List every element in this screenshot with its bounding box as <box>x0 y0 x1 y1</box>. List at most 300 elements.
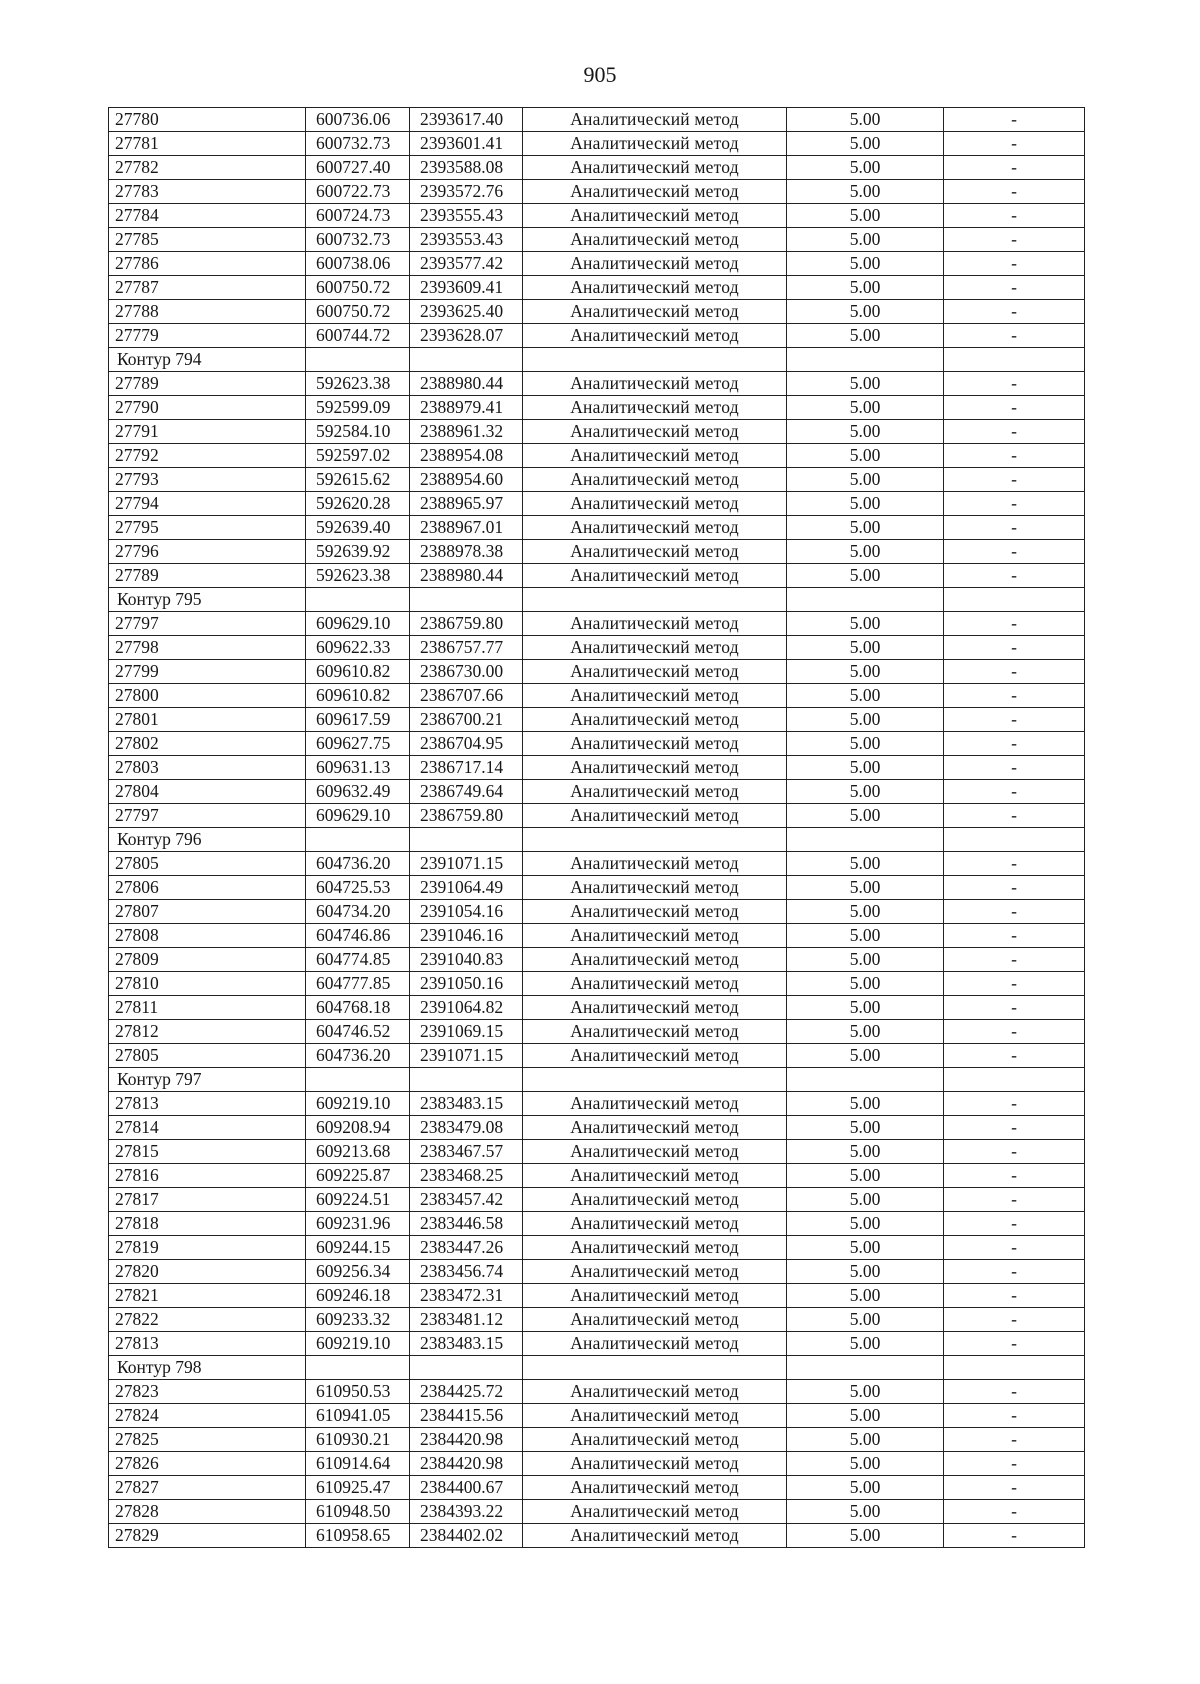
table-row <box>109 660 1085 684</box>
empty-cell <box>787 1068 944 1092</box>
table-row <box>109 1380 1085 1404</box>
accuracy-cell: 5.00 <box>787 1188 944 1212</box>
contour-header-row <box>109 348 1085 372</box>
table-row <box>109 684 1085 708</box>
contour-header-row <box>109 1356 1085 1380</box>
table-row <box>109 924 1085 948</box>
method-cell: Аналитический метод <box>523 924 787 948</box>
accuracy-cell: 5.00 <box>787 540 944 564</box>
accuracy-cell: 5.00 <box>787 636 944 660</box>
method-cell: Аналитический метод <box>523 1500 787 1524</box>
empty-cell <box>410 588 523 612</box>
point-id-cell: 27813 <box>109 1332 306 1356</box>
point-id-cell: 27787 <box>109 276 306 300</box>
empty-cell <box>410 1356 523 1380</box>
point-id-cell: 27826 <box>109 1452 306 1476</box>
x-coordinate-cell: 592615.62 <box>306 468 410 492</box>
y-coordinate-cell: 2384415.56 <box>410 1404 523 1428</box>
table-row <box>109 900 1085 924</box>
note-cell: - <box>944 276 1085 300</box>
table-row <box>109 876 1085 900</box>
x-coordinate-cell: 592599.09 <box>306 396 410 420</box>
method-cell: Аналитический метод <box>523 852 787 876</box>
y-coordinate-cell: 2393577.42 <box>410 252 523 276</box>
table-row <box>109 1428 1085 1452</box>
x-coordinate-cell: 609225.87 <box>306 1164 410 1188</box>
note-cell: - <box>944 1380 1085 1404</box>
y-coordinate-cell: 2383479.08 <box>410 1116 523 1140</box>
method-cell: Аналитический метод <box>523 276 787 300</box>
accuracy-cell: 5.00 <box>787 180 944 204</box>
y-coordinate-cell: 2388967.01 <box>410 516 523 540</box>
point-id-cell: 27820 <box>109 1260 306 1284</box>
accuracy-cell: 5.00 <box>787 972 944 996</box>
note-cell: - <box>944 492 1085 516</box>
point-id-cell: 27816 <box>109 1164 306 1188</box>
table-row <box>109 636 1085 660</box>
x-coordinate-cell: 604774.85 <box>306 948 410 972</box>
x-coordinate-cell: 604746.86 <box>306 924 410 948</box>
x-coordinate-cell: 604736.20 <box>306 852 410 876</box>
empty-cell <box>523 588 787 612</box>
point-id-cell: 27819 <box>109 1236 306 1260</box>
y-coordinate-cell: 2386757.77 <box>410 636 523 660</box>
accuracy-cell: 5.00 <box>787 396 944 420</box>
table-row <box>109 612 1085 636</box>
note-cell: - <box>944 372 1085 396</box>
y-coordinate-cell: 2393588.08 <box>410 156 523 180</box>
x-coordinate-cell: 592620.28 <box>306 492 410 516</box>
x-coordinate-cell: 610941.05 <box>306 1404 410 1428</box>
contour-header-row <box>109 828 1085 852</box>
point-id-cell: 27822 <box>109 1308 306 1332</box>
x-coordinate-cell: 604734.20 <box>306 900 410 924</box>
accuracy-cell: 5.00 <box>787 276 944 300</box>
table-row <box>109 1020 1085 1044</box>
table-row <box>109 780 1085 804</box>
note-cell: - <box>944 300 1085 324</box>
point-id-cell: 27823 <box>109 1380 306 1404</box>
y-coordinate-cell: 2386700.21 <box>410 708 523 732</box>
method-cell: Аналитический метод <box>523 396 787 420</box>
note-cell: - <box>944 1092 1085 1116</box>
table-row <box>109 564 1085 588</box>
x-coordinate-cell: 610950.53 <box>306 1380 410 1404</box>
table-row <box>109 732 1085 756</box>
point-id-cell: 27786 <box>109 252 306 276</box>
table-row <box>109 1092 1085 1116</box>
table-row <box>109 804 1085 828</box>
point-id-cell: 27779 <box>109 324 306 348</box>
method-cell: Аналитический метод <box>523 1212 787 1236</box>
empty-cell <box>410 1068 523 1092</box>
accuracy-cell: 5.00 <box>787 948 944 972</box>
point-id-cell: 27801 <box>109 708 306 732</box>
note-cell: - <box>944 468 1085 492</box>
note-cell: - <box>944 1524 1085 1548</box>
method-cell: Аналитический метод <box>523 324 787 348</box>
note-cell: - <box>944 1236 1085 1260</box>
y-coordinate-cell: 2384400.67 <box>410 1476 523 1500</box>
table-row <box>109 1500 1085 1524</box>
table-row <box>109 396 1085 420</box>
x-coordinate-cell: 592623.38 <box>306 564 410 588</box>
method-cell: Аналитический метод <box>523 132 787 156</box>
method-cell: Аналитический метод <box>523 108 787 132</box>
note-cell: - <box>944 1140 1085 1164</box>
x-coordinate-cell: 609256.34 <box>306 1260 410 1284</box>
accuracy-cell: 5.00 <box>787 996 944 1020</box>
y-coordinate-cell: 2388961.32 <box>410 420 523 444</box>
point-id-cell: 27791 <box>109 420 306 444</box>
method-cell: Аналитический метод <box>523 1380 787 1404</box>
point-id-cell: 27807 <box>109 900 306 924</box>
x-coordinate-cell: 600744.72 <box>306 324 410 348</box>
point-id-cell: 27781 <box>109 132 306 156</box>
x-coordinate-cell: 609610.82 <box>306 684 410 708</box>
method-cell: Аналитический метод <box>523 564 787 588</box>
y-coordinate-cell: 2391071.15 <box>410 852 523 876</box>
method-cell: Аналитический метод <box>523 1284 787 1308</box>
contour-label: Контур 796 <box>109 828 306 852</box>
method-cell: Аналитический метод <box>523 900 787 924</box>
y-coordinate-cell: 2384420.98 <box>410 1428 523 1452</box>
y-coordinate-cell: 2393617.40 <box>410 108 523 132</box>
y-coordinate-cell: 2388980.44 <box>410 372 523 396</box>
y-coordinate-cell: 2391040.83 <box>410 948 523 972</box>
table-row <box>109 1308 1085 1332</box>
method-cell: Аналитический метод <box>523 204 787 228</box>
method-cell: Аналитический метод <box>523 300 787 324</box>
empty-cell <box>787 1356 944 1380</box>
x-coordinate-cell: 610914.64 <box>306 1452 410 1476</box>
point-id-cell: 27813 <box>109 1092 306 1116</box>
y-coordinate-cell: 2388965.97 <box>410 492 523 516</box>
table-row <box>109 252 1085 276</box>
y-coordinate-cell: 2383456.74 <box>410 1260 523 1284</box>
x-coordinate-cell: 600738.06 <box>306 252 410 276</box>
note-cell: - <box>944 660 1085 684</box>
y-coordinate-cell: 2393628.07 <box>410 324 523 348</box>
method-cell: Аналитический метод <box>523 612 787 636</box>
x-coordinate-cell: 592623.38 <box>306 372 410 396</box>
method-cell: Аналитический метод <box>523 1524 787 1548</box>
accuracy-cell: 5.00 <box>787 1308 944 1332</box>
note-cell: - <box>944 756 1085 780</box>
note-cell: - <box>944 324 1085 348</box>
method-cell: Аналитический метод <box>523 1476 787 1500</box>
method-cell: Аналитический метод <box>523 1404 787 1428</box>
x-coordinate-cell: 609208.94 <box>306 1116 410 1140</box>
point-id-cell: 27817 <box>109 1188 306 1212</box>
contour-header-row <box>109 1068 1085 1092</box>
point-id-cell: 27797 <box>109 804 306 828</box>
x-coordinate-cell: 609224.51 <box>306 1188 410 1212</box>
empty-cell <box>306 828 410 852</box>
accuracy-cell: 5.00 <box>787 1020 944 1044</box>
accuracy-cell: 5.00 <box>787 612 944 636</box>
method-cell: Аналитический метод <box>523 1140 787 1164</box>
accuracy-cell: 5.00 <box>787 924 944 948</box>
y-coordinate-cell: 2393609.41 <box>410 276 523 300</box>
accuracy-cell: 5.00 <box>787 1524 944 1548</box>
note-cell: - <box>944 708 1085 732</box>
x-coordinate-cell: 604777.85 <box>306 972 410 996</box>
table-body <box>109 108 1085 1548</box>
y-coordinate-cell: 2386759.80 <box>410 612 523 636</box>
method-cell: Аналитический метод <box>523 1332 787 1356</box>
note-cell: - <box>944 564 1085 588</box>
x-coordinate-cell: 609219.10 <box>306 1092 410 1116</box>
table-row <box>109 972 1085 996</box>
method-cell: Аналитический метод <box>523 1260 787 1284</box>
y-coordinate-cell: 2391069.15 <box>410 1020 523 1044</box>
accuracy-cell: 5.00 <box>787 420 944 444</box>
table-row <box>109 492 1085 516</box>
method-cell: Аналитический метод <box>523 1164 787 1188</box>
accuracy-cell: 5.00 <box>787 468 944 492</box>
empty-cell <box>306 348 410 372</box>
y-coordinate-cell: 2393625.40 <box>410 300 523 324</box>
x-coordinate-cell: 609631.13 <box>306 756 410 780</box>
point-id-cell: 27790 <box>109 396 306 420</box>
point-id-cell: 27814 <box>109 1116 306 1140</box>
y-coordinate-cell: 2383446.58 <box>410 1212 523 1236</box>
accuracy-cell: 5.00 <box>787 1380 944 1404</box>
point-id-cell: 27792 <box>109 444 306 468</box>
method-cell: Аналитический метод <box>523 1020 787 1044</box>
x-coordinate-cell: 592584.10 <box>306 420 410 444</box>
empty-cell <box>787 588 944 612</box>
note-cell: - <box>944 972 1085 996</box>
x-coordinate-cell: 600727.40 <box>306 156 410 180</box>
x-coordinate-cell: 610958.65 <box>306 1524 410 1548</box>
note-cell: - <box>944 252 1085 276</box>
x-coordinate-cell: 600722.73 <box>306 180 410 204</box>
point-id-cell: 27815 <box>109 1140 306 1164</box>
y-coordinate-cell: 2388980.44 <box>410 564 523 588</box>
method-cell: Аналитический метод <box>523 1308 787 1332</box>
note-cell: - <box>944 876 1085 900</box>
point-id-cell: 27825 <box>109 1428 306 1452</box>
y-coordinate-cell: 2391071.15 <box>410 1044 523 1068</box>
accuracy-cell: 5.00 <box>787 1260 944 1284</box>
method-cell: Аналитический метод <box>523 948 787 972</box>
point-id-cell: 27803 <box>109 756 306 780</box>
method-cell: Аналитический метод <box>523 804 787 828</box>
note-cell: - <box>944 1452 1085 1476</box>
note-cell: - <box>944 1284 1085 1308</box>
point-id-cell: 27793 <box>109 468 306 492</box>
table-row <box>109 1284 1085 1308</box>
table-row <box>109 756 1085 780</box>
table-row <box>109 444 1085 468</box>
x-coordinate-cell: 600724.73 <box>306 204 410 228</box>
y-coordinate-cell: 2388978.38 <box>410 540 523 564</box>
table-row <box>109 1116 1085 1140</box>
table-row <box>109 1140 1085 1164</box>
method-cell: Аналитический метод <box>523 516 787 540</box>
x-coordinate-cell: 609629.10 <box>306 804 410 828</box>
y-coordinate-cell: 2384393.22 <box>410 1500 523 1524</box>
point-id-cell: 27780 <box>109 108 306 132</box>
y-coordinate-cell: 2393572.76 <box>410 180 523 204</box>
point-id-cell: 27799 <box>109 660 306 684</box>
table-row <box>109 1188 1085 1212</box>
point-id-cell: 27808 <box>109 924 306 948</box>
point-id-cell: 27797 <box>109 612 306 636</box>
note-cell: - <box>944 204 1085 228</box>
accuracy-cell: 5.00 <box>787 108 944 132</box>
empty-cell <box>306 1068 410 1092</box>
accuracy-cell: 5.00 <box>787 300 944 324</box>
note-cell: - <box>944 180 1085 204</box>
point-id-cell: 27785 <box>109 228 306 252</box>
table-row <box>109 1236 1085 1260</box>
empty-cell <box>306 1356 410 1380</box>
point-id-cell: 27829 <box>109 1524 306 1548</box>
point-id-cell: 27811 <box>109 996 306 1020</box>
point-id-cell: 27812 <box>109 1020 306 1044</box>
contour-label: Контур 795 <box>109 588 306 612</box>
method-cell: Аналитический метод <box>523 660 787 684</box>
method-cell: Аналитический метод <box>523 876 787 900</box>
point-id-cell: 27824 <box>109 1404 306 1428</box>
accuracy-cell: 5.00 <box>787 324 944 348</box>
point-id-cell: 27783 <box>109 180 306 204</box>
accuracy-cell: 5.00 <box>787 156 944 180</box>
method-cell: Аналитический метод <box>523 1452 787 1476</box>
contour-label: Контур 794 <box>109 348 306 372</box>
note-cell: - <box>944 108 1085 132</box>
point-id-cell: 27784 <box>109 204 306 228</box>
method-cell: Аналитический метод <box>523 972 787 996</box>
point-id-cell: 27821 <box>109 1284 306 1308</box>
y-coordinate-cell: 2391054.16 <box>410 900 523 924</box>
x-coordinate-cell: 604768.18 <box>306 996 410 1020</box>
method-cell: Аналитический метод <box>523 1044 787 1068</box>
accuracy-cell: 5.00 <box>787 372 944 396</box>
table-row <box>109 1404 1085 1428</box>
y-coordinate-cell: 2388954.60 <box>410 468 523 492</box>
table-row <box>109 324 1085 348</box>
note-cell: - <box>944 1500 1085 1524</box>
x-coordinate-cell: 600732.73 <box>306 132 410 156</box>
note-cell: - <box>944 1428 1085 1452</box>
table-row <box>109 180 1085 204</box>
table-row <box>109 228 1085 252</box>
x-coordinate-cell: 609213.68 <box>306 1140 410 1164</box>
y-coordinate-cell: 2383467.57 <box>410 1140 523 1164</box>
x-coordinate-cell: 592639.40 <box>306 516 410 540</box>
x-coordinate-cell: 609231.96 <box>306 1212 410 1236</box>
y-coordinate-cell: 2384425.72 <box>410 1380 523 1404</box>
method-cell: Аналитический метод <box>523 228 787 252</box>
note-cell: - <box>944 780 1085 804</box>
method-cell: Аналитический метод <box>523 996 787 1020</box>
x-coordinate-cell: 609617.59 <box>306 708 410 732</box>
accuracy-cell: 5.00 <box>787 1116 944 1140</box>
y-coordinate-cell: 2393601.41 <box>410 132 523 156</box>
point-id-cell: 27796 <box>109 540 306 564</box>
table-row <box>109 948 1085 972</box>
note-cell: - <box>944 1044 1085 1068</box>
accuracy-cell: 5.00 <box>787 780 944 804</box>
y-coordinate-cell: 2391050.16 <box>410 972 523 996</box>
x-coordinate-cell: 600750.72 <box>306 276 410 300</box>
accuracy-cell: 5.00 <box>787 1140 944 1164</box>
x-coordinate-cell: 609627.75 <box>306 732 410 756</box>
note-cell: - <box>944 1212 1085 1236</box>
method-cell: Аналитический метод <box>523 708 787 732</box>
note-cell: - <box>944 1260 1085 1284</box>
empty-cell <box>944 1068 1085 1092</box>
accuracy-cell: 5.00 <box>787 564 944 588</box>
y-coordinate-cell: 2393555.43 <box>410 204 523 228</box>
table-row <box>109 276 1085 300</box>
x-coordinate-cell: 609622.33 <box>306 636 410 660</box>
method-cell: Аналитический метод <box>523 444 787 468</box>
x-coordinate-cell: 600732.73 <box>306 228 410 252</box>
accuracy-cell: 5.00 <box>787 708 944 732</box>
accuracy-cell: 5.00 <box>787 252 944 276</box>
method-cell: Аналитический метод <box>523 636 787 660</box>
accuracy-cell: 5.00 <box>787 1428 944 1452</box>
note-cell: - <box>944 684 1085 708</box>
y-coordinate-cell: 2386704.95 <box>410 732 523 756</box>
method-cell: Аналитический метод <box>523 492 787 516</box>
note-cell: - <box>944 420 1085 444</box>
note-cell: - <box>944 540 1085 564</box>
x-coordinate-cell: 610925.47 <box>306 1476 410 1500</box>
contour-header-row <box>109 588 1085 612</box>
table-row <box>109 1332 1085 1356</box>
table-row <box>109 1452 1085 1476</box>
contour-label: Контур 797 <box>109 1068 306 1092</box>
point-id-cell: 27789 <box>109 372 306 396</box>
accuracy-cell: 5.00 <box>787 1236 944 1260</box>
y-coordinate-cell: 2386707.66 <box>410 684 523 708</box>
accuracy-cell: 5.00 <box>787 732 944 756</box>
accuracy-cell: 5.00 <box>787 876 944 900</box>
empty-cell <box>523 1068 787 1092</box>
method-cell: Аналитический метод <box>523 780 787 804</box>
note-cell: - <box>944 516 1085 540</box>
table-row <box>109 1212 1085 1236</box>
method-cell: Аналитический метод <box>523 372 787 396</box>
x-coordinate-cell: 600736.06 <box>306 108 410 132</box>
x-coordinate-cell: 604736.20 <box>306 1044 410 1068</box>
table-row <box>109 1044 1085 1068</box>
y-coordinate-cell: 2391064.49 <box>410 876 523 900</box>
method-cell: Аналитический метод <box>523 732 787 756</box>
y-coordinate-cell: 2386759.80 <box>410 804 523 828</box>
y-coordinate-cell: 2384402.02 <box>410 1524 523 1548</box>
method-cell: Аналитический метод <box>523 252 787 276</box>
accuracy-cell: 5.00 <box>787 204 944 228</box>
note-cell: - <box>944 156 1085 180</box>
note-cell: - <box>944 1308 1085 1332</box>
note-cell: - <box>944 948 1085 972</box>
accuracy-cell: 5.00 <box>787 756 944 780</box>
x-coordinate-cell: 609244.15 <box>306 1236 410 1260</box>
y-coordinate-cell: 2386749.64 <box>410 780 523 804</box>
point-id-cell: 27802 <box>109 732 306 756</box>
table-row <box>109 420 1085 444</box>
point-id-cell: 27818 <box>109 1212 306 1236</box>
table-row <box>109 468 1085 492</box>
empty-cell <box>410 348 523 372</box>
